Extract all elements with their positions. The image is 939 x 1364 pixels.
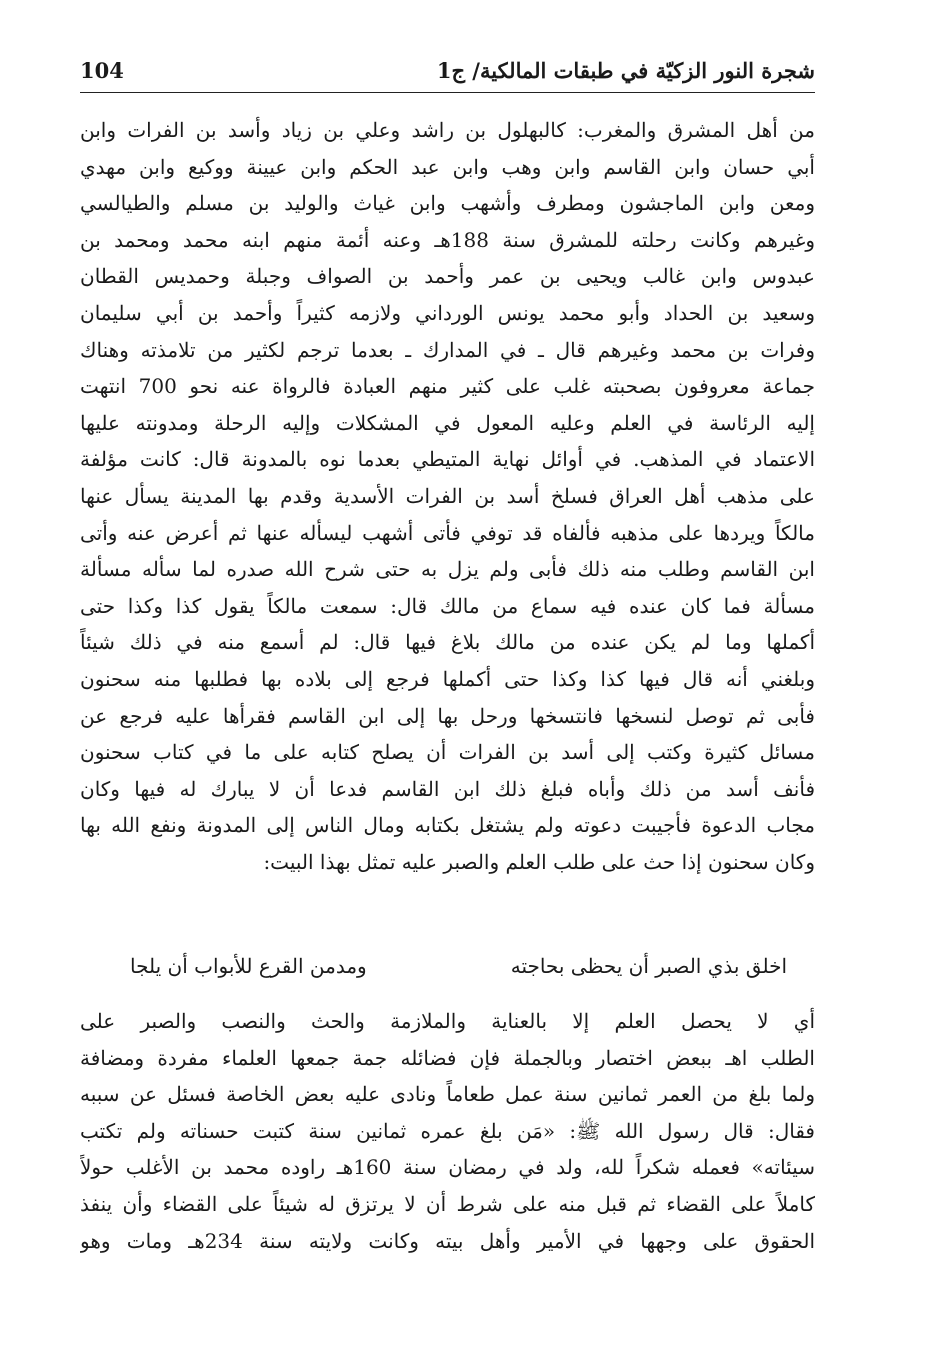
running-title: شجرة النور الزكيّة في طبقات المالكية/ ج1 — [436, 58, 815, 83]
text-line: الاعتماد في المذهب. في أوائل نهاية المتيطي بعدما نوه بالمدونة قال: كانت مؤلفة — [80, 447, 815, 472]
text-line: فأنف أسد من ذلك وأباه فبلغ ذلك ابن القاسم فدعا أن لا يبارك له فيها وكان — [80, 776, 815, 801]
text-line: أكملها وما لم يكن عنده من مالك بلاغ فيها قال: لم أسمع منه في ذلك شيئاً — [80, 630, 815, 655]
text-line: فقال: قال رسول الله ﷺ: «مَن بلغ عمره ثمانين سنة كتبت حسناته ولم تكتب — [80, 1118, 815, 1143]
text-line: من أهل المشرق والمغرب: كالبهلول بن راشد وعلي بن زياد وأسد بن الفرات وابن — [80, 118, 815, 142]
poetry-verse — [80, 946, 815, 986]
text-line: ومعن وابن الماجشون ومطرف وأشهب وابن غياث والوليد بن مسلم والطيالسي — [80, 191, 815, 216]
text-line: على مذهب أهل العراق فسلخ أسد بن الفرات الأسدية وقدم بها المدينة يسأل عنها — [80, 483, 815, 508]
header-divider — [80, 92, 815, 93]
verse-second-hemistich: ومدمن القرع للأبواب أن يلجا — [130, 954, 367, 978]
text-line: وبلغني أنه قال فيها كذا وكذا حتى أكملها فرجع إلى بلاده بها فطلبها منه سحنون — [80, 666, 815, 691]
text-line: أبي حسان وابن القاسم وابن وهب وابن عبد الحكم وابن عيينة ووكيع وابن مهدي — [80, 154, 815, 179]
text-line: مالكاً ويردها على مذهبه فألفاه قد توفي فأتى أشهب ليسأله عنها ثم أعرض عنه وأتى — [80, 520, 815, 545]
paragraph-1 — [80, 112, 815, 880]
text-line: أي لا يحصل العلم إلا بالعناية والملازمة والحث والنصب والصبر على — [80, 1009, 815, 1033]
text-line: مسألة فما كان عنده فيه سماع من مالك قال: سمعت مالكاً يقول كذا وكذا حتى — [80, 593, 815, 618]
text-line: وفرات بن محمد وغيرهم قال ـ في المدارك ـ بعدما ترجم لكثير من تلامذته وهناك — [80, 337, 815, 362]
text-line: سيئاته» فعمله شكراً لله، ولد في رمضان سنة 160هـ راوده محمد بن الأغلب حولاً — [80, 1155, 815, 1180]
paragraph-2 — [80, 1003, 815, 1259]
text-line: وكان سحنون إذا حث على طلب العلم والصبر عليه تمثل بهذا البيت: — [263, 849, 815, 874]
text-line: إليه الرئاسة في العلم وعليه المعول في المشكلات وإليه الرحلة ومدونته عليها — [80, 410, 815, 435]
text-line: مسائل كثيرة وكتب إلى أسد بن الفرات أن يصلح كتابه على ما في كتاب سحنون — [80, 740, 815, 765]
text-line: مجاب الدعوة فأجيبت دعوته ولم يشتغل بكتابه ومال الناس إلى المدونة ونفع الله بها — [80, 813, 815, 838]
text-line: وغيرهم وكانت رحلته للمشرق سنة 188هـ وعنه أئمة منهم ابنه محمد ومحمد بن — [80, 227, 815, 252]
text-line: ولما بلغ من العمر ثمانين سنة عمل طعاماً ونادى عليه بعض الخاصة فسئل عن سببه — [80, 1082, 815, 1107]
page-number: 104 — [80, 58, 124, 83]
text-line: عبدوس وابن غالب ويحيى بن عمر وأحمد بن الصواف وجبلة وحمديس القطان — [80, 264, 815, 289]
verse-first-hemistich: اخلق بذي الصبر أن يحظى بحاجته — [510, 954, 787, 978]
text-line: فأبى ثم توصل لنسخها فانتسخها ورحل بها إلى ابن القاسم فقرأها عليه فرجع عن — [80, 703, 815, 728]
running-header — [80, 52, 815, 92]
text-line: كاملاً على القضاء ثم قبل منه على شرط أن لا يرتزق له شيئاً على القضاء وأن ينفذ — [80, 1191, 815, 1216]
text-line: ابن القاسم وطلب منه ذلك فأبى ولم يزل به حتى شرح الله صدره لما سأله مسألة — [80, 557, 815, 582]
text-line: وسعيد بن الحداد وأبو محمد يونس الورداني ولازمه كثيراً وأحمد بن أبي سليمان — [80, 300, 815, 325]
text-line: الحقوق على وجهها في الأمير وأهل بيته وكانت ولايته سنة 234هـ ومات وهو — [80, 1228, 815, 1253]
text-line: الطلب اهـ ببعض اختصار وبالجملة فإن فضائله جمة جمعها العلماء مفردة ومضافة — [80, 1045, 815, 1070]
text-line: جماعة معروفون بصحبته غلب على كثير منهم العبادة فالرواة عنه نحو 700 انتهت — [80, 374, 815, 399]
